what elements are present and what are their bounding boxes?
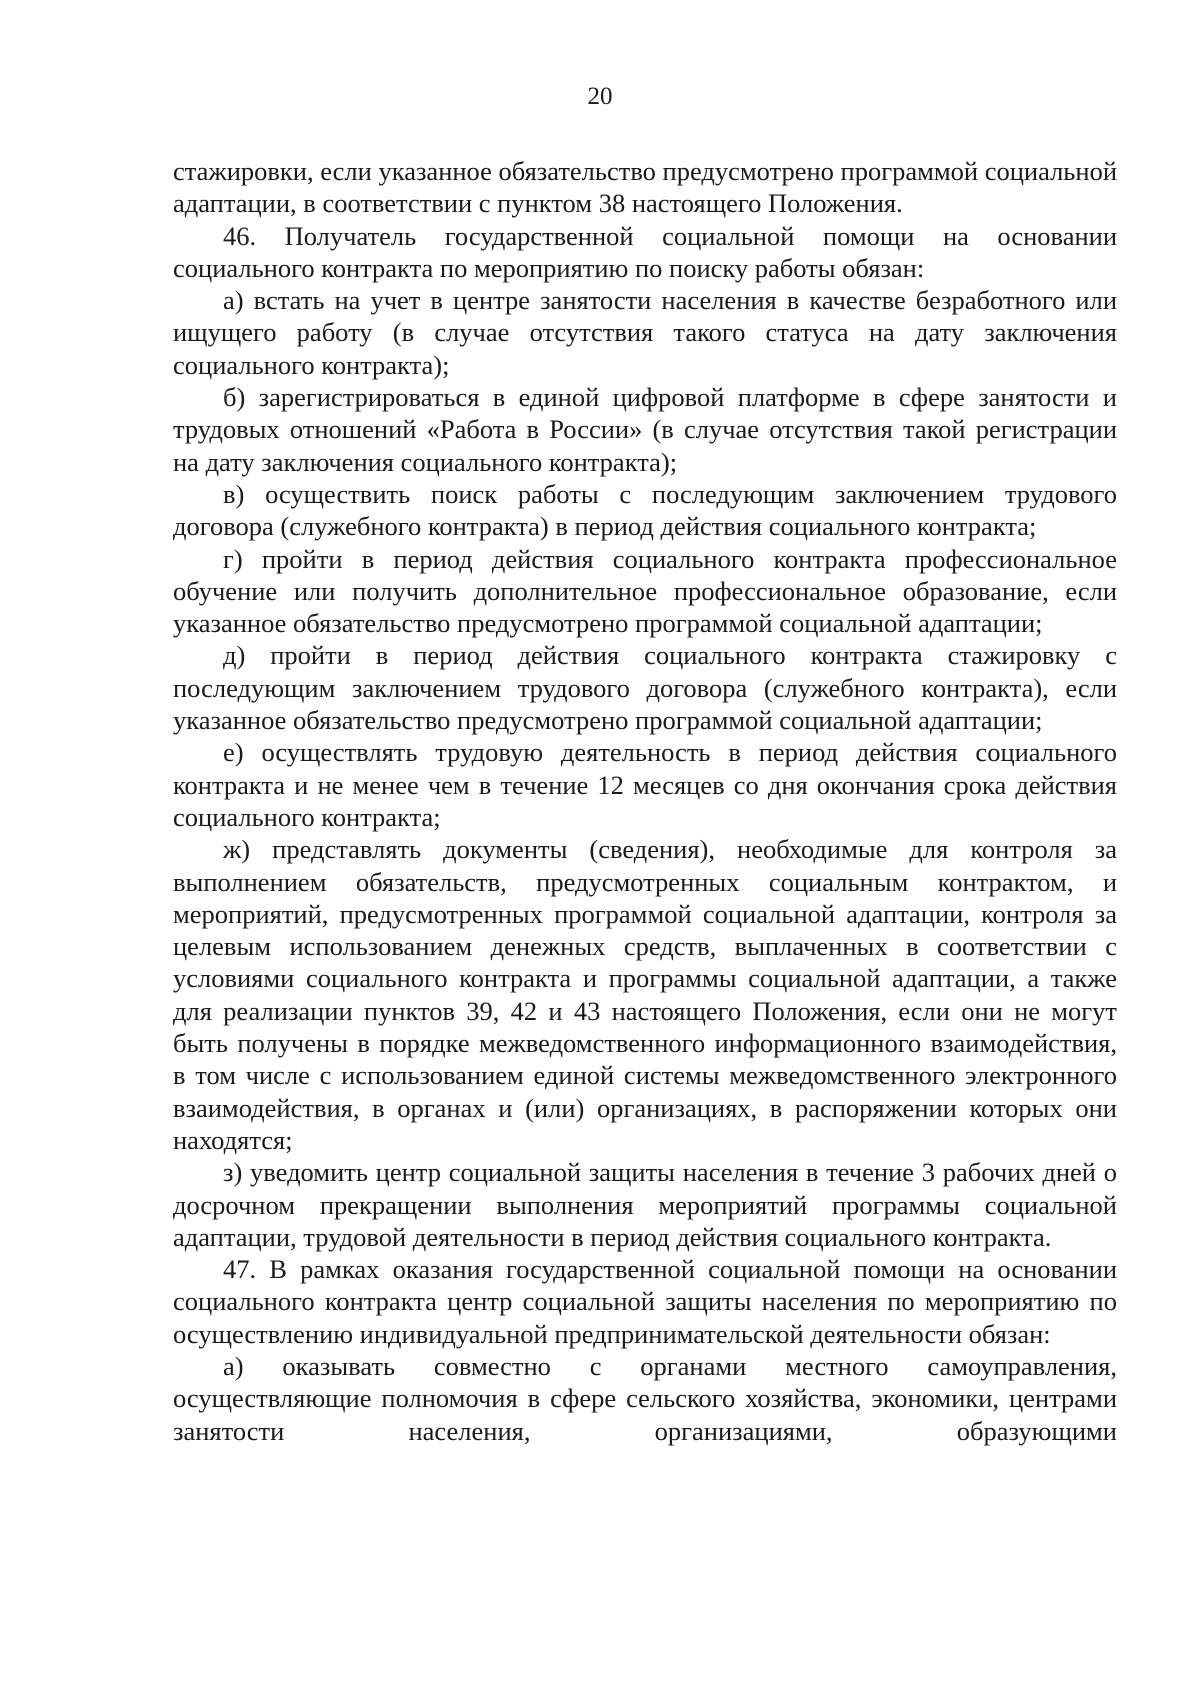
- paragraph-subitem-47a: а) оказывать совместно с органами местного самоуправления, осуществляющие полномочия в сфере сельского хозяйства, экономики, центрами занятости населения, организациями, образующими: [173, 1350, 1117, 1446]
- paragraph-subitem-e: е) осуществлять трудовую деятельность в период действия социального контракта и не менее чем в течение 12 месяцев со дня окончания срока действия социального контракта;: [173, 737, 1117, 832]
- document-body: [173, 155, 1117, 1447]
- paragraph-item-46: 46. Получатель государственной социальной помощи на основании социального контракта по мероприятию по поиску работы обязан:: [173, 220, 1117, 283]
- paragraph-subitem-v: в) осуществить поиск работы с последующим заключением трудового договора (служебного контракта) в период действия социального контракта;: [173, 478, 1117, 542]
- paragraph-subitem-b: б) зарегистрироваться в единой цифровой платформе в сфере занятости и трудовых отношений «Работа в России» (в случае отсутствия такой регистрации на дату заключения социального контракта);: [173, 382, 1117, 477]
- paragraph-item-47: 47. В рамках оказания государственной социальной помощи на основании социального контракта центр социальной защиты населения по мероприятию по осуществлению индивидуальной предпринимательской деятельности обязан:: [173, 1254, 1117, 1349]
- page-number: 20: [587, 83, 613, 110]
- paragraph-subitem-zh: ж) представлять документы (сведения), необходимые для контроля за выполнением обязательств, предусмотренных социальным контрактом, и мероприятий, предусмотренных программой социальной адаптации, контроля за целевым использованием денежных средств, выплаченных в соответствии с условиями социального контракта и программы социальной адаптации, а также для реализации пунктов 39, 42 и 43 настоящего Положения, если они не могут быть получены в порядке межведомственного информационного взаимодействия, в том числе с использованием единой системы межведомственного электронного взаимодействия, в органах и (или) организациях, в распоряжении которых они находятся;: [173, 834, 1117, 1155]
- paragraph-subitem-g: г) пройти в период действия социального контракта профессиональное обучение или получить дополнительное профессиональное образование, если указанное обязательство предусмотрено программой социальной адаптации;: [173, 543, 1117, 639]
- paragraph-subitem-d: д) пройти в период действия социального контракта стажировку с последующим заключением трудового договора (служебного контракта), если указанное обязательство предусмотрено программой социальной адаптации;: [173, 640, 1117, 736]
- paragraph-continuation: стажировки, если указанное обязательство предусмотрено программой социальной адаптации, в соответствии с пунктом 38 настоящего Положения.: [173, 156, 1117, 219]
- paragraph-subitem-z: з) уведомить центр социальной защиты населения в течение 3 рабочих дней о досрочном прекращении выполнения мероприятий программы социальной адаптации, трудовой деятельности в период действия социального контракта.: [173, 1157, 1117, 1252]
- paragraph-subitem-a: а) встать на учет в центре занятости населения в качестве безработного или ищущего работу (в случае отсутствия такого статуса на дату заключения социального контракта);: [173, 285, 1117, 380]
